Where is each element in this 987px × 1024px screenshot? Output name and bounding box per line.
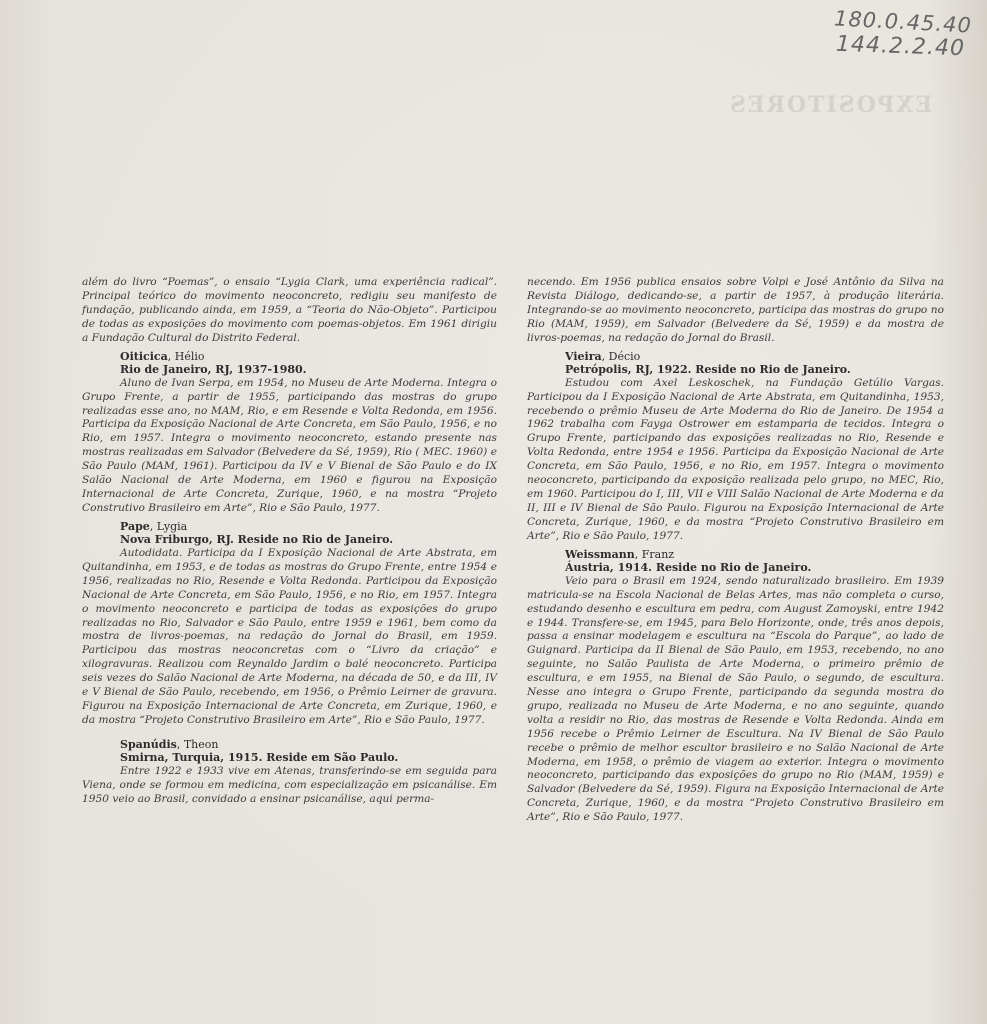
artist-given-name: , Hélio <box>167 349 205 363</box>
artist-given-name: , Lygia <box>149 519 188 533</box>
artist-biography: Autodidata. Participa da I Exposição Nacional de Arte Abstrata, em Quitandinha, em 1953, e de todas as mostras do Grupo Frente, entre 1954 e 1956, realizadas no Rio, Resende e Volta Redonda. Participou da Exposição Nacional de Arte Concreta, em São Paulo, 1956, e no Rio, em 1957. Integra o movimento neoconcreto e participa de todas as exposições do grupo realizadas no Rio, Salvador e São Paulo, entre 1959 e 1961, bem como da mostra de livros-poemas, na redação do Jornal do Brasil, em 1959. Participou das mostras neoconcretas com o “Livro da criação” e xilogravuras. Realizou com Reynaldo Jardim o balé neoconcreto. Participa seis vezes do Salão Nacional de Arte Moderna, na década de 50, e da III, IV e V Bienal de São Paulo, recebendo, em 1956, o Prêmio Leirner de gravura. Figurou na Exposição Internacional de Arte Concreta, em Zurique, 1960, e da mostra “Projeto Construtivo Brasileiro em Arte”, Rio e São Paulo, 1977. <box>82 546 497 726</box>
artist-entry-pape <box>82 520 497 728</box>
bleed-through-heading: EXPOSITORES <box>728 92 933 118</box>
archive-number-2: 144.2.2.40 <box>835 31 966 62</box>
artist-given-name: , Décio <box>601 349 641 363</box>
artist-surname: Oiticica <box>120 349 168 363</box>
artist-heading <box>565 548 944 562</box>
right-intro-paragraph: necendo. Em 1956 publica ensaios sobre Volpi e José Antônio da Silva na Revista Diálogo, dedicando-se, a partir de 1957, à produção literária. Integrando-se ao movimento neoconcreto, participa das mostras do grupo no Rio (MAM, 1959), em Salvador (Belvedere da Sé, 1959) e da mostra de livros-poemas, na redação do Jornal do Brasil. <box>527 276 944 344</box>
artist-given-name: , Franz <box>634 547 675 561</box>
artist-origin: Áustria, 1914. Reside no Rio de Janeiro. <box>565 561 812 575</box>
archive-number-1: 180.0.45.40 <box>833 6 973 38</box>
artist-origin: Smirna, Turquia, 1915. Reside em São Paulo. <box>120 751 399 765</box>
artist-given-name: , Theon <box>176 737 219 751</box>
artist-entry-vieira <box>527 350 944 544</box>
artist-origin: Nova Friburgo, RJ. Reside no Rio de Janeiro. <box>120 533 394 547</box>
artist-biography: Aluno de Ivan Serpa, em 1954, no Museu de Arte Moderna. Integra o Grupo Frente, a partir de 1955, participando das mostras do grupo realizadas esse ano, no MAM, Rio, e em Resende e Volta Redonda, em 1956. Participa da Exposição Nacional de Arte Concreta, em São Paulo, 1956, e no Rio, em 1957. Integra o movimento neoconcreto, estando presente nas mostras realizadas em Salvador (Belvedere da Sé, 1959), Rio ( MEC. 1960) e São Paulo (MAM, 1961). Participou da IV e V Bienal de São Paulo e do IX Salão Nacional de Arte Moderna, em 1960 e figurou na Exposição Internacional de Arte Concreta, Zurique, 1960, e na mostra “Projeto Construtivo Brasileiro em Arte”, Rio e São Paulo, 1977. <box>82 376 497 514</box>
artist-biography: Veio para o Brasil em 1924, sendo naturalizado brasileiro. Em 1939 matricula-se na Escola Nacional de Belas Artes, mas não completa o curso, estudando desenho e escultura em pedra, com August Zamoyski, entre 1942 e 1944. Transfere-se, em 1945, para Belo Horizonte, onde, três anos depois, passa a ensinar modelagem e escultura na “Escola do Parque”, ao lado de Guignard. Participa da II Bienal de São Paulo, em 1953, recebendo, no ano seguinte, no Salão Paulista de Arte Moderna, o primeiro prêmio de escultura, e em 1955, na Bienal de São Paulo, o segundo, de escultura. Nesse ano integra o Grupo Frente, participando da segunda mostra do grupo, realizada no Museu de Arte Moderna, e no ano seguinte, quando volta a residir no Rio, das mostras de Resende e Volta Redonda. Ainda em 1956 recebe o Prêmio Leirner de Escultura. Na IV Bienal de São Paulo recebe o prêmio de melhor escultor brasileiro e no Salão Nacional de Arte Moderna, em 1958, o prêmio de viagem ao exterior. Integra o movimento neoconcreto, participando das exposições do grupo no Rio (MAM, 1959) e Salvador (Belvedere da Sé, 1959). Figura na Exposição Internacional de Arte Concreta, Zurique, 1960, e da mostra “Projeto Construtivo Brasileiro em Arte”, Rio e São Paulo, 1977. <box>527 574 944 824</box>
artist-surname: Pape <box>120 519 150 533</box>
right-column <box>527 276 944 825</box>
artist-heading <box>120 520 497 534</box>
left-column <box>82 276 497 807</box>
artist-surname: Vieira <box>565 349 602 363</box>
artist-biography: Estudou com Axel Leskoschek, na Fundação Getúlio Vargas. Participou da I Exposição Nacional de Arte Abstrata, em Quitandinha, 1953, recebendo o prêmio Museu de Arte Moderna do Rio de Janeiro. De 1954 a 1962 trabalha com Fayga Ostrower em estamparia de tecidos. Integra o Grupo Frente, participando das exposições realizadas no Rio, Resende e Volta Redonda, entre 1954 e 1956. Participa da Exposição Nacional de Arte Concreta, em São Paulo, 1956, e no Rio, em 1957. Integra o movimento neoconcreto, participando da exposição realizada pelo grupo, no MEC, Rio, em 1960. Participou do I, III, VII e VIII Salão Nacional de Arte Moderna e da II, III e IV Bienal de São Paulo. Figurou na Exposição Internacional de Arte Concreta, Zurique, 1960, e da mostra “Projeto Construtivo Brasileiro em Arte”, Rio e São Paulo, 1977. <box>527 376 944 542</box>
artist-heading <box>120 738 497 752</box>
artist-surname: Weissmann <box>565 547 635 561</box>
artist-heading <box>565 350 944 364</box>
artist-entry-oiticica <box>82 350 497 516</box>
artist-surname: Spanúdis <box>120 737 177 751</box>
artist-origin: Rio de Janeiro, RJ, 1937-1980. <box>120 363 307 377</box>
artist-heading <box>120 350 497 364</box>
left-intro-paragraph: além do livro “Poemas”, o ensaio “Lygia Clark, uma experiência radical”. Principal teórico do movimento neoconcreto, redigiu seu manifesto de fundação, publicando ainda, em 1959, a “Teoria do Não-Objeto”. Participou de todas as exposições do movimento com poemas-objetos. Em 1961 dirigiu a Fundação Cultural do Distrito Federal. <box>82 276 497 344</box>
artist-entry-spanudis <box>82 738 497 807</box>
artist-biography: Entre 1922 e 1933 vive em Atenas, transferindo-se em seguida para Viena, onde se formou em medicina, com especialização em psicanálise. Em 1950 veio ao Brasil, convidado a ensinar psicanálise, aqui perma- <box>82 764 497 805</box>
artist-entry-weissmann <box>527 548 944 826</box>
artist-origin: Petrópolis, RJ, 1922. Reside no Rio de Janeiro. <box>565 363 851 377</box>
